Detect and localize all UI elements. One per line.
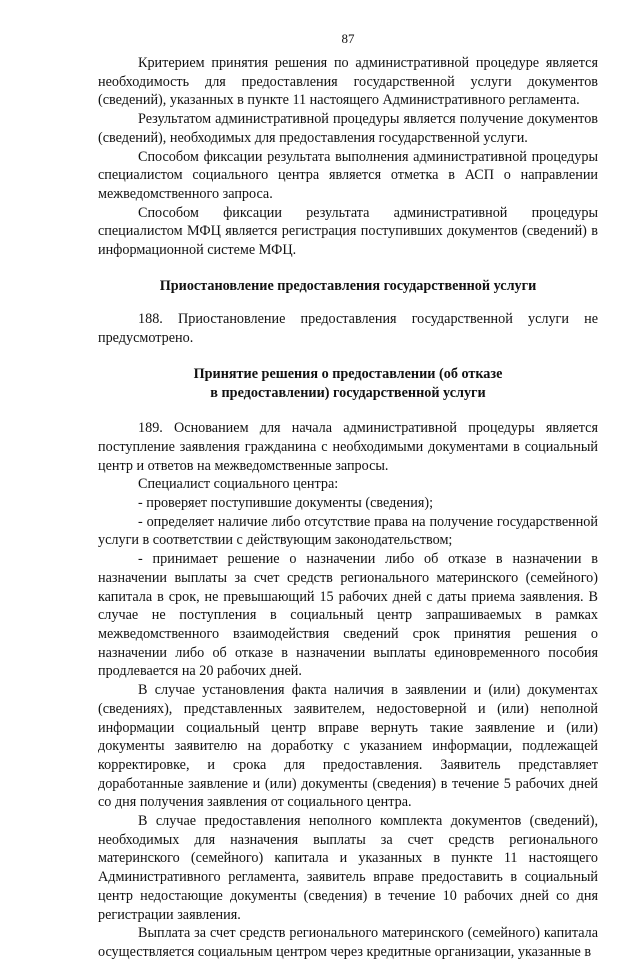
- paragraph: В случае предоставления неполного комплекта документов (сведений), необходимых для назначения выплаты за счет средств регионального материнского (семейного) капитала и указанных в пункте 11 настоящего Административного регламента, заявитель вправе предоставить в социальный центр недостающие документы (сведения) в течение 10 рабочих дней со дня регистрации заявления.: [98, 813, 598, 923]
- section-heading: Приостановление предоставления государственной услуги: [159, 277, 537, 294]
- paragraph: - проверяет поступившие документы (сведения);: [138, 495, 434, 512]
- spacer: [98, 295, 598, 310]
- spacer: [98, 260, 598, 277]
- paragraph: Способом фиксации результата выполнения административной процедуры специалистом социального центра является отметка в АСП о направлении межведомственного запроса.: [98, 148, 598, 202]
- paragraph: - определяет наличие либо отсутствие права на получение государственной услуги в соответствии с действующим законодательством;: [98, 513, 598, 549]
- paragraph: Критерием принятия решения по административной процедуре является необходимость для предоставления государственной услуги документов (сведений), указанных в пункте 11 настоящего Административного регламента.: [98, 55, 598, 109]
- spacer: [98, 402, 598, 419]
- paragraph: Специалист социального центра:: [138, 476, 339, 493]
- document-body: [98, 54, 598, 962]
- section-heading: Принятие решения о предоставлении (об отказе: [193, 365, 503, 382]
- section-heading: в предоставлении) государственной услуги: [210, 384, 486, 401]
- paragraph: Результатом административной процедуры является получение документов (сведений), необходимых для предоставления государственной услуги.: [98, 111, 598, 146]
- paragraph: - принимает решение о назначении либо об отказе в назначении в назначении выплаты за счет средств регионального материнского (семейного) капитала в срок, не превышающий 15 рабочих дней с даты приема заявления. В случае не поступления в социальный центр запрашиваемых в рамках межведомственного взаимодействия сведений срок принятия решения о назначении либо об отказе в назначении выплаты единовременного пособия продлевается на 20 рабочих дней.: [98, 551, 598, 680]
- paragraph: В случае установления факта наличия в заявлении и (или) документах (сведениях), представленных заявителем, недостоверной и (или) неполной информации социальный центр вправе вернуть такие заявление и (или) документы заявителю на доработку с указанием информации, подлежащей корректировке, и срока для предоставления. Заявитель представляет доработанные заявление и (или) документы (сведения) в течение 5 рабочих дней со дня получения заявления от социального центра.: [98, 682, 598, 811]
- paragraph: Способом фиксации результата административной процедуры специалистом МФЦ является регистрация поступивших документов (сведений) в информационной системе МФЦ.: [98, 204, 598, 259]
- page-number: 87: [341, 31, 355, 46]
- paragraph: 189. Основанием для начала административной процедуры является поступление заявления гражданина с необходимыми документами в социальный центр и ответов на межведомственные запросы.: [98, 420, 598, 474]
- spacer: [98, 348, 598, 365]
- paragraph: 188. Приостановление предоставления государственной услуги не предусмотрено.: [98, 311, 598, 347]
- paragraph: Выплата за счет средств регионального материнского (семейного) капитала осуществляется социальным центром через кредитные организации, указанные в: [98, 925, 598, 960]
